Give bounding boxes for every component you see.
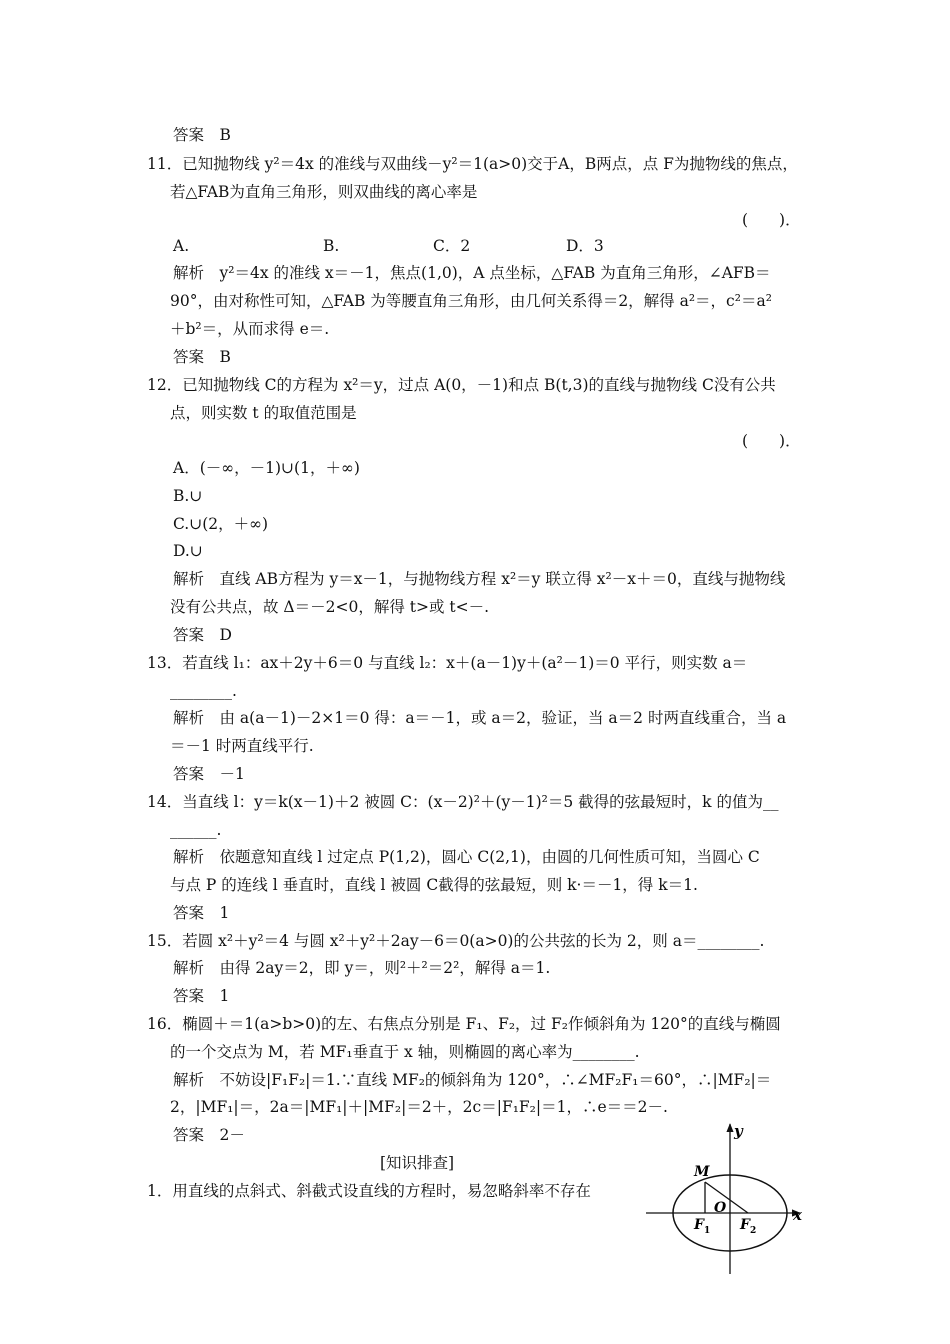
q11-blank: ( )．	[742, 211, 801, 229]
q12-blank: ( )．	[742, 432, 801, 450]
q12-option-d: D.∪	[173, 542, 203, 560]
q16-line2: 的一个交点为 M，若 MF₁垂直于 x 轴，则椭圆的离心率为________.	[170, 1043, 640, 1061]
focus-f1-label: F	[694, 1217, 704, 1233]
q14-solution-2: 与点 P 的连线 l 垂直时，直线 l 被圆 C截得的弦最短，则 k·＝－1，得 k＝1.	[170, 876, 698, 894]
q16-solution-1: 解析 不妨设|F₁F₂|＝1.∵直线 MF₂的倾斜角为 120°，∴∠MF₂F₁＝60°，∴|MF₂|＝	[173, 1071, 772, 1089]
q11-solution-1: 解析 y²＝4x 的准线 x＝－1，焦点(1,0)，A 点坐标，△FAB 为直角三角形，∠AFB＝	[173, 264, 771, 282]
q14-line1: 14．当直线 l：y＝k(x－1)＋2 被圆 C：(x－2)²＋(y－1)²＝5 截得的弦最短时，k 的值为__	[147, 793, 779, 811]
section-heading: [知识排查]	[380, 1154, 455, 1172]
q12-line1: 12．已知抛物线 C的方程为 x²＝y，过点 A(0，－1)和点 B(t,3)的直线与抛物线 C没有公共	[147, 376, 776, 394]
q11-option-b: B.	[323, 237, 340, 255]
y-axis-label: y	[734, 1122, 743, 1140]
q11-option-a: A.	[173, 237, 190, 255]
answer-14: 答案 1	[173, 904, 230, 922]
q13-line2: ________.	[170, 682, 237, 700]
q15-solution: 解析 由得 2ay＝2，即 y＝，则²＋²＝2²，解得 a＝1.	[173, 959, 551, 977]
x-axis-label: x	[793, 1206, 802, 1224]
q12-line2: 点，则实数 t 的取值范围是	[170, 404, 357, 422]
q11-option-d: D．3	[566, 237, 604, 255]
q11-line2: 若△FAB为直角三角形，则双曲线的离心率是	[170, 183, 478, 201]
answer-16: 答案 2－	[173, 1126, 245, 1144]
q11-option-c: C．2	[433, 237, 471, 255]
q12-option-b: B.∪	[173, 487, 203, 505]
checklist-item-1: 1．用直线的点斜式、斜截式设直线的方程时，易忽略斜率不存在	[147, 1182, 591, 1200]
segment-mf2	[705, 1182, 748, 1213]
q12-option-a: A．(－∞，－1)∪(1，＋∞)	[173, 459, 360, 477]
q14-solution-1: 解析 依题意知直线 l 过定点 P(1,2)，圆心 C(2,1)，由圆的几何性质可知，当圆心 C	[173, 848, 760, 866]
focus-f1-subscript: 1	[704, 1226, 711, 1236]
ellipse-figure	[640, 1118, 820, 1278]
focus-f2-label: F	[740, 1217, 750, 1233]
q11-solution-3: ＋b²＝，从而求得 e＝.	[170, 320, 330, 338]
point-m-label: M	[694, 1164, 710, 1180]
q13-line1: 13．若直线 l₁：ax＋2y＋6＝0 与直线 l₂：x＋(a－1)y＋(a²－1)＝0 平行，则实数 a＝	[147, 654, 748, 672]
origin-label: O	[714, 1200, 727, 1216]
q12-solution-2: 没有公共点，故 Δ＝－2<0，解得 t>或 t<－.	[170, 598, 490, 616]
answer-12: 答案 D	[173, 626, 232, 644]
answer-10: 答案 B	[173, 126, 231, 144]
q13-solution-2: ＝－1 时两直线平行.	[170, 737, 314, 755]
q12-option-c: C.∪(2，＋∞)	[173, 515, 269, 533]
q11-solution-2: 90°，由对称性可知，△FAB 为等腰直角三角形，由几何关系得＝2，解得 a²＝，c²＝a²	[170, 292, 772, 310]
focus-f2-subscript: 2	[750, 1226, 757, 1236]
q16-solution-2: 2，|MF₁|＝，2a＝|MF₁|＋|MF₂|＝2＋，2c＝|F₁F₂|＝1，∴e＝＝2－.	[170, 1098, 668, 1116]
answer-13: 答案 －1	[173, 765, 245, 783]
q11-line1: 11．已知抛物线 y²＝4x 的准线与双曲线－y²＝1(a>0)交于A，B两点，点 F为抛物线的焦点，	[147, 155, 798, 173]
q12-solution-1: 解析 直线 AB方程为 y＝x－1，与抛物线方程 x²＝y 联立得 x²－x＋＝0，直线与抛物线	[173, 570, 786, 588]
q13-solution-1: 解析 由 a(a－1)－2×1＝0 得：a＝－1，或 a＝2，验证，当 a＝2 时两直线重合，当 a	[173, 709, 787, 727]
q15-line1: 15．若圆 x²＋y²＝4 与圆 x²＋y²＋2ay－6＝0(a>0)的公共弦的长为 2，则 a＝________.	[147, 932, 765, 950]
q16-line1: 16．椭圆＋＝1(a>b>0)的左、右焦点分别是 F₁、F₂，过 F₂作倾斜角为 120°的直线与椭圆	[147, 1015, 781, 1033]
q14-line2: ______.	[170, 821, 222, 839]
answer-11: 答案 B	[173, 348, 231, 366]
answer-15: 答案 1	[173, 987, 230, 1005]
